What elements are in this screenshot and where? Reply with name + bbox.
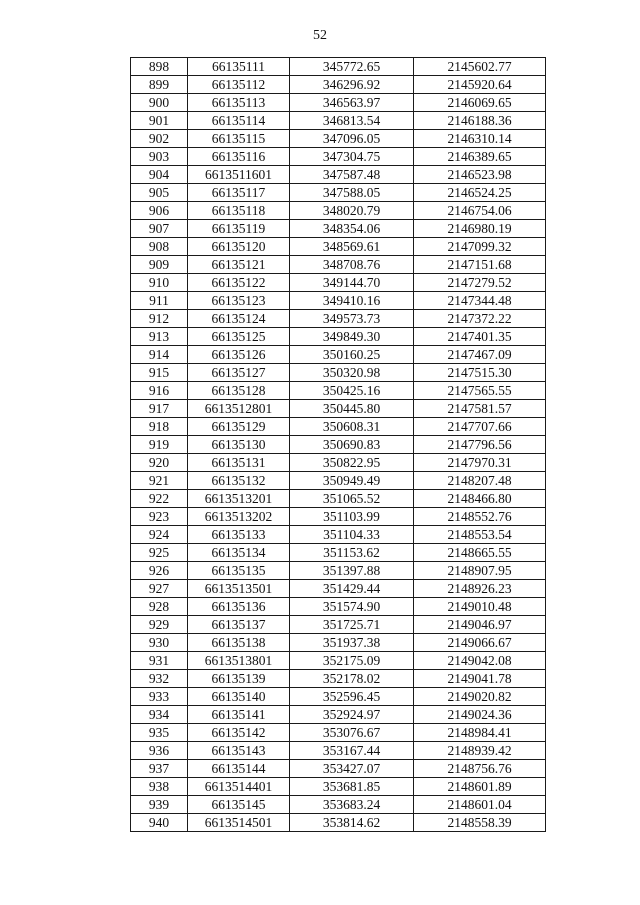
y-coordinate-cell: 2148756.76 <box>414 760 546 778</box>
x-coordinate-cell: 351104.33 <box>290 526 414 544</box>
row-number-cell: 937 <box>131 760 188 778</box>
x-coordinate-cell: 352175.09 <box>290 652 414 670</box>
table-row <box>131 634 546 652</box>
y-coordinate-cell: 2148466.80 <box>414 490 546 508</box>
y-coordinate-cell: 2149041.78 <box>414 670 546 688</box>
row-number-cell: 932 <box>131 670 188 688</box>
x-coordinate-cell: 349144.70 <box>290 274 414 292</box>
x-coordinate-cell: 347304.75 <box>290 148 414 166</box>
row-number-cell: 899 <box>131 76 188 94</box>
point-code-cell: 6613512801 <box>188 400 290 418</box>
x-coordinate-cell: 351397.88 <box>290 562 414 580</box>
x-coordinate-cell: 348020.79 <box>290 202 414 220</box>
row-number-cell: 912 <box>131 310 188 328</box>
y-coordinate-cell: 2147970.31 <box>414 454 546 472</box>
point-code-cell: 66135113 <box>188 94 290 112</box>
table-row <box>131 670 546 688</box>
table-row <box>131 310 546 328</box>
y-coordinate-cell: 2147151.68 <box>414 256 546 274</box>
x-coordinate-cell: 345772.65 <box>290 58 414 76</box>
point-code-cell: 66135114 <box>188 112 290 130</box>
table-row <box>131 58 546 76</box>
row-number-cell: 934 <box>131 706 188 724</box>
point-code-cell: 66135123 <box>188 292 290 310</box>
point-code-cell: 66135138 <box>188 634 290 652</box>
table-row <box>131 706 546 724</box>
point-code-cell: 66135133 <box>188 526 290 544</box>
point-code-cell: 66135129 <box>188 418 290 436</box>
y-coordinate-cell: 2147344.48 <box>414 292 546 310</box>
point-code-cell: 66135115 <box>188 130 290 148</box>
point-code-cell: 66135139 <box>188 670 290 688</box>
page-number: 52 <box>313 28 327 43</box>
x-coordinate-cell: 351065.52 <box>290 490 414 508</box>
table-row <box>131 220 546 238</box>
x-coordinate-cell: 348354.06 <box>290 220 414 238</box>
point-code-cell: 66135141 <box>188 706 290 724</box>
table-row <box>131 238 546 256</box>
row-number-cell: 903 <box>131 148 188 166</box>
y-coordinate-cell: 2146310.14 <box>414 130 546 148</box>
table-row <box>131 94 546 112</box>
x-coordinate-cell: 353814.62 <box>290 814 414 832</box>
x-coordinate-cell: 351103.99 <box>290 508 414 526</box>
table-row <box>131 724 546 742</box>
y-coordinate-cell: 2148552.76 <box>414 508 546 526</box>
table-row <box>131 760 546 778</box>
y-coordinate-cell: 2146754.06 <box>414 202 546 220</box>
x-coordinate-cell: 353681.85 <box>290 778 414 796</box>
y-coordinate-cell: 2147565.55 <box>414 382 546 400</box>
x-coordinate-cell: 347587.48 <box>290 166 414 184</box>
y-coordinate-cell: 2146524.25 <box>414 184 546 202</box>
y-coordinate-cell: 2149046.97 <box>414 616 546 634</box>
table-row <box>131 364 546 382</box>
row-number-cell: 911 <box>131 292 188 310</box>
row-number-cell: 926 <box>131 562 188 580</box>
y-coordinate-cell: 2148553.54 <box>414 526 546 544</box>
x-coordinate-cell: 351574.90 <box>290 598 414 616</box>
row-number-cell: 914 <box>131 346 188 364</box>
point-code-cell: 66135128 <box>188 382 290 400</box>
row-number-cell: 929 <box>131 616 188 634</box>
table-row <box>131 346 546 364</box>
y-coordinate-cell: 2148558.39 <box>414 814 546 832</box>
point-code-cell: 66135136 <box>188 598 290 616</box>
point-code-cell: 6613513201 <box>188 490 290 508</box>
table-row <box>131 166 546 184</box>
point-code-cell: 66135135 <box>188 562 290 580</box>
table-row <box>131 814 546 832</box>
row-number-cell: 902 <box>131 130 188 148</box>
point-code-cell: 66135119 <box>188 220 290 238</box>
y-coordinate-cell: 2148926.23 <box>414 580 546 598</box>
row-number-cell: 906 <box>131 202 188 220</box>
table-row <box>131 148 546 166</box>
row-number-cell: 938 <box>131 778 188 796</box>
x-coordinate-cell: 349410.16 <box>290 292 414 310</box>
table-row <box>131 598 546 616</box>
x-coordinate-cell: 353427.07 <box>290 760 414 778</box>
y-coordinate-cell: 2147707.66 <box>414 418 546 436</box>
y-coordinate-cell: 2149010.48 <box>414 598 546 616</box>
point-code-cell: 66135125 <box>188 328 290 346</box>
point-code-cell: 66135126 <box>188 346 290 364</box>
point-code-cell: 6613514501 <box>188 814 290 832</box>
row-number-cell: 910 <box>131 274 188 292</box>
point-code-cell: 66135111 <box>188 58 290 76</box>
y-coordinate-cell: 2145602.77 <box>414 58 546 76</box>
y-coordinate-cell: 2148907.95 <box>414 562 546 580</box>
y-coordinate-cell: 2149024.36 <box>414 706 546 724</box>
x-coordinate-cell: 353167.44 <box>290 742 414 760</box>
row-number-cell: 909 <box>131 256 188 274</box>
y-coordinate-cell: 2147099.32 <box>414 238 546 256</box>
point-code-cell: 66135112 <box>188 76 290 94</box>
x-coordinate-cell: 348708.76 <box>290 256 414 274</box>
row-number-cell: 933 <box>131 688 188 706</box>
y-coordinate-cell: 2147467.09 <box>414 346 546 364</box>
row-number-cell: 907 <box>131 220 188 238</box>
row-number-cell: 922 <box>131 490 188 508</box>
row-number-cell: 917 <box>131 400 188 418</box>
point-code-cell: 66135134 <box>188 544 290 562</box>
row-number-cell: 918 <box>131 418 188 436</box>
table-row <box>131 778 546 796</box>
y-coordinate-cell: 2146389.65 <box>414 148 546 166</box>
table-row <box>131 580 546 598</box>
point-code-cell: 66135131 <box>188 454 290 472</box>
point-code-cell: 66135132 <box>188 472 290 490</box>
point-code-cell: 66135118 <box>188 202 290 220</box>
table-row <box>131 472 546 490</box>
row-number-cell: 913 <box>131 328 188 346</box>
x-coordinate-cell: 350425.16 <box>290 382 414 400</box>
row-number-cell: 923 <box>131 508 188 526</box>
y-coordinate-cell: 2148601.04 <box>414 796 546 814</box>
x-coordinate-cell: 351429.44 <box>290 580 414 598</box>
point-code-cell: 66135121 <box>188 256 290 274</box>
row-number-cell: 936 <box>131 742 188 760</box>
row-number-cell: 930 <box>131 634 188 652</box>
table-row <box>131 544 546 562</box>
x-coordinate-cell: 349573.73 <box>290 310 414 328</box>
point-code-cell: 66135144 <box>188 760 290 778</box>
row-number-cell: 898 <box>131 58 188 76</box>
row-number-cell: 901 <box>131 112 188 130</box>
table-row <box>131 256 546 274</box>
point-code-cell: 66135143 <box>188 742 290 760</box>
coordinates-table-body <box>131 58 546 832</box>
y-coordinate-cell: 2148207.48 <box>414 472 546 490</box>
x-coordinate-cell: 346563.97 <box>290 94 414 112</box>
row-number-cell: 927 <box>131 580 188 598</box>
row-number-cell: 905 <box>131 184 188 202</box>
y-coordinate-cell: 2146980.19 <box>414 220 546 238</box>
point-code-cell: 66135117 <box>188 184 290 202</box>
y-coordinate-cell: 2148984.41 <box>414 724 546 742</box>
table-row <box>131 652 546 670</box>
y-coordinate-cell: 2148601.89 <box>414 778 546 796</box>
row-number-cell: 921 <box>131 472 188 490</box>
y-coordinate-cell: 2148665.55 <box>414 544 546 562</box>
table-row <box>131 742 546 760</box>
point-code-cell: 66135130 <box>188 436 290 454</box>
table-row <box>131 112 546 130</box>
table-row <box>131 292 546 310</box>
row-number-cell: 919 <box>131 436 188 454</box>
table-row <box>131 562 546 580</box>
row-number-cell: 940 <box>131 814 188 832</box>
table-row <box>131 688 546 706</box>
row-number-cell: 939 <box>131 796 188 814</box>
y-coordinate-cell: 2148939.42 <box>414 742 546 760</box>
table-row <box>131 130 546 148</box>
table-row <box>131 382 546 400</box>
point-code-cell: 66135142 <box>188 724 290 742</box>
point-code-cell: 66135116 <box>188 148 290 166</box>
x-coordinate-cell: 350690.83 <box>290 436 414 454</box>
point-code-cell: 66135145 <box>188 796 290 814</box>
y-coordinate-cell: 2147372.22 <box>414 310 546 328</box>
point-code-cell: 66135122 <box>188 274 290 292</box>
x-coordinate-cell: 347588.05 <box>290 184 414 202</box>
table-row <box>131 454 546 472</box>
table-row <box>131 202 546 220</box>
x-coordinate-cell: 346813.54 <box>290 112 414 130</box>
x-coordinate-cell: 347096.05 <box>290 130 414 148</box>
point-code-cell: 6613513801 <box>188 652 290 670</box>
table-row <box>131 76 546 94</box>
table-row <box>131 184 546 202</box>
row-number-cell: 935 <box>131 724 188 742</box>
x-coordinate-cell: 353076.67 <box>290 724 414 742</box>
row-number-cell: 904 <box>131 166 188 184</box>
table-row <box>131 328 546 346</box>
x-coordinate-cell: 350320.98 <box>290 364 414 382</box>
x-coordinate-cell: 352178.02 <box>290 670 414 688</box>
point-code-cell: 66135120 <box>188 238 290 256</box>
row-number-cell: 916 <box>131 382 188 400</box>
y-coordinate-cell: 2146188.36 <box>414 112 546 130</box>
table-row <box>131 526 546 544</box>
x-coordinate-cell: 349849.30 <box>290 328 414 346</box>
y-coordinate-cell: 2147279.52 <box>414 274 546 292</box>
table-row <box>131 796 546 814</box>
row-number-cell: 908 <box>131 238 188 256</box>
point-code-cell: 66135124 <box>188 310 290 328</box>
point-code-cell: 66135137 <box>188 616 290 634</box>
y-coordinate-cell: 2149042.08 <box>414 652 546 670</box>
x-coordinate-cell: 351725.71 <box>290 616 414 634</box>
x-coordinate-cell: 353683.24 <box>290 796 414 814</box>
row-number-cell: 900 <box>131 94 188 112</box>
x-coordinate-cell: 351937.38 <box>290 634 414 652</box>
table-row <box>131 436 546 454</box>
y-coordinate-cell: 2146523.98 <box>414 166 546 184</box>
y-coordinate-cell: 2146069.65 <box>414 94 546 112</box>
point-code-cell: 6613514401 <box>188 778 290 796</box>
row-number-cell: 931 <box>131 652 188 670</box>
x-coordinate-cell: 346296.92 <box>290 76 414 94</box>
row-number-cell: 915 <box>131 364 188 382</box>
y-coordinate-cell: 2147515.30 <box>414 364 546 382</box>
y-coordinate-cell: 2147796.56 <box>414 436 546 454</box>
x-coordinate-cell: 350608.31 <box>290 418 414 436</box>
row-number-cell: 920 <box>131 454 188 472</box>
row-number-cell: 928 <box>131 598 188 616</box>
x-coordinate-cell: 350160.25 <box>290 346 414 364</box>
table-row <box>131 616 546 634</box>
point-code-cell: 6613513501 <box>188 580 290 598</box>
row-number-cell: 924 <box>131 526 188 544</box>
table-row <box>131 508 546 526</box>
point-code-cell: 6613513202 <box>188 508 290 526</box>
coordinates-table <box>130 57 546 832</box>
table-row <box>131 490 546 508</box>
y-coordinate-cell: 2145920.64 <box>414 76 546 94</box>
x-coordinate-cell: 350822.95 <box>290 454 414 472</box>
table-row <box>131 274 546 292</box>
x-coordinate-cell: 350445.80 <box>290 400 414 418</box>
table-row <box>131 400 546 418</box>
y-coordinate-cell: 2149020.82 <box>414 688 546 706</box>
x-coordinate-cell: 352596.45 <box>290 688 414 706</box>
x-coordinate-cell: 348569.61 <box>290 238 414 256</box>
point-code-cell: 66135140 <box>188 688 290 706</box>
x-coordinate-cell: 352924.97 <box>290 706 414 724</box>
y-coordinate-cell: 2149066.67 <box>414 634 546 652</box>
table-row <box>131 418 546 436</box>
y-coordinate-cell: 2147401.35 <box>414 328 546 346</box>
point-code-cell: 6613511601 <box>188 166 290 184</box>
y-coordinate-cell: 2147581.57 <box>414 400 546 418</box>
x-coordinate-cell: 351153.62 <box>290 544 414 562</box>
x-coordinate-cell: 350949.49 <box>290 472 414 490</box>
point-code-cell: 66135127 <box>188 364 290 382</box>
row-number-cell: 925 <box>131 544 188 562</box>
